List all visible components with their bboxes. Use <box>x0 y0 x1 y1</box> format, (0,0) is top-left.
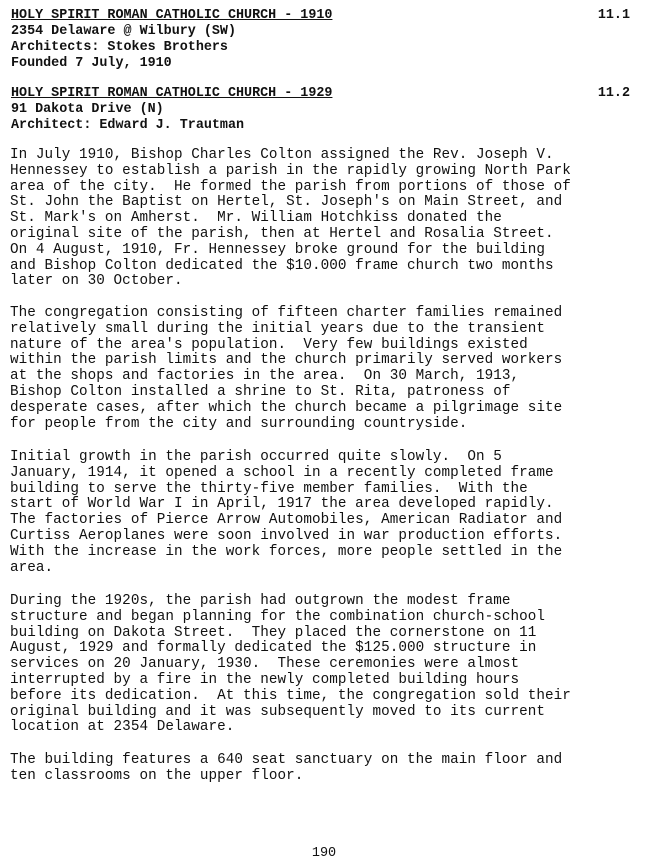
entry-address: 91 Dakota Drive (N) <box>11 102 164 117</box>
entry-architect: Architect: Edward J. Trautman <box>11 118 245 133</box>
entry-number: 11.1 <box>597 8 630 23</box>
page-number: 190 <box>311 846 337 861</box>
body-paragraph: During the 1920s, the parish had outgrown the modest frame structure and began planning for the combination church-school building on Dakota Street. They placed the cornerstone on 11 August, 1929 and formally dedicated the $125.000 structure in services on 20 January, 1930. These ceremonies were almost interrupted by a fire in the newly completed building hours before its dedication. At this time, the congregation sold their original building and it was subsequently moved to its current location at 2354 Delaware. <box>10 593 571 736</box>
body-paragraph: Initial growth in the parish occurred quite slowly. On 5 January, 1914, it opened a school in a recently completed frame building to serve the thirty-five member families. With the start of World War I in April, 1917 the area developed rapidly. The factories of Pierce Arrow Automobiles, American Radiator and Curtiss Aeroplanes were soon involved in war production efforts. With the increase in the work forces, more people settled in the area. <box>10 449 563 576</box>
body-paragraph: In July 1910, Bishop Charles Colton assigned the Rev. Joseph V. Hennessey to establish a parish in the rapidly growing North Park area of the city. He formed the parish from portions of those of St. John the Baptist on Hertel, St. Joseph's on Main Street, and St. Mark's on Amherst. Mr. William Hotchkiss donated the original site of the parish, then at Hertel and Rosalia Street. On 4 August, 1910, Fr. Hennessey broke ground for the building and Bishop Colton dedicated the $10.000 frame church two months later on 30 October. <box>10 147 571 290</box>
body-paragraph: The congregation consisting of fifteen charter families remained relatively small during the initial years due to the transient nature of the area's population. Very few buildings existed within the parish limits and the church primarily served workers at the shops and factories in the area. On 30 March, 1913, Bishop Colton installed a shrine to St. Rita, patroness of desperate cases, after which the church became a pilgrimage site for people from the city and surrounding countryside. <box>10 305 563 432</box>
entry-number: 11.2 <box>597 86 630 101</box>
entry-title: HOLY SPIRIT ROMAN CATHOLIC CHURCH - 1929 <box>11 86 333 101</box>
entry-address: 2354 Delaware @ Wilbury (SW) <box>11 24 236 39</box>
entry-header-1910 <box>11 8 630 72</box>
body-paragraph: The building features a 640 seat sanctuary on the main floor and ten classrooms on the upper floor. <box>10 752 563 784</box>
entry-founded: Founded 7 July, 1910 <box>11 56 172 71</box>
entry-header-1929 <box>11 86 630 134</box>
entry-architects: Architects: Stokes Brothers <box>11 40 228 55</box>
entry-title: HOLY SPIRIT ROMAN CATHOLIC CHURCH - 1910 <box>11 8 333 23</box>
